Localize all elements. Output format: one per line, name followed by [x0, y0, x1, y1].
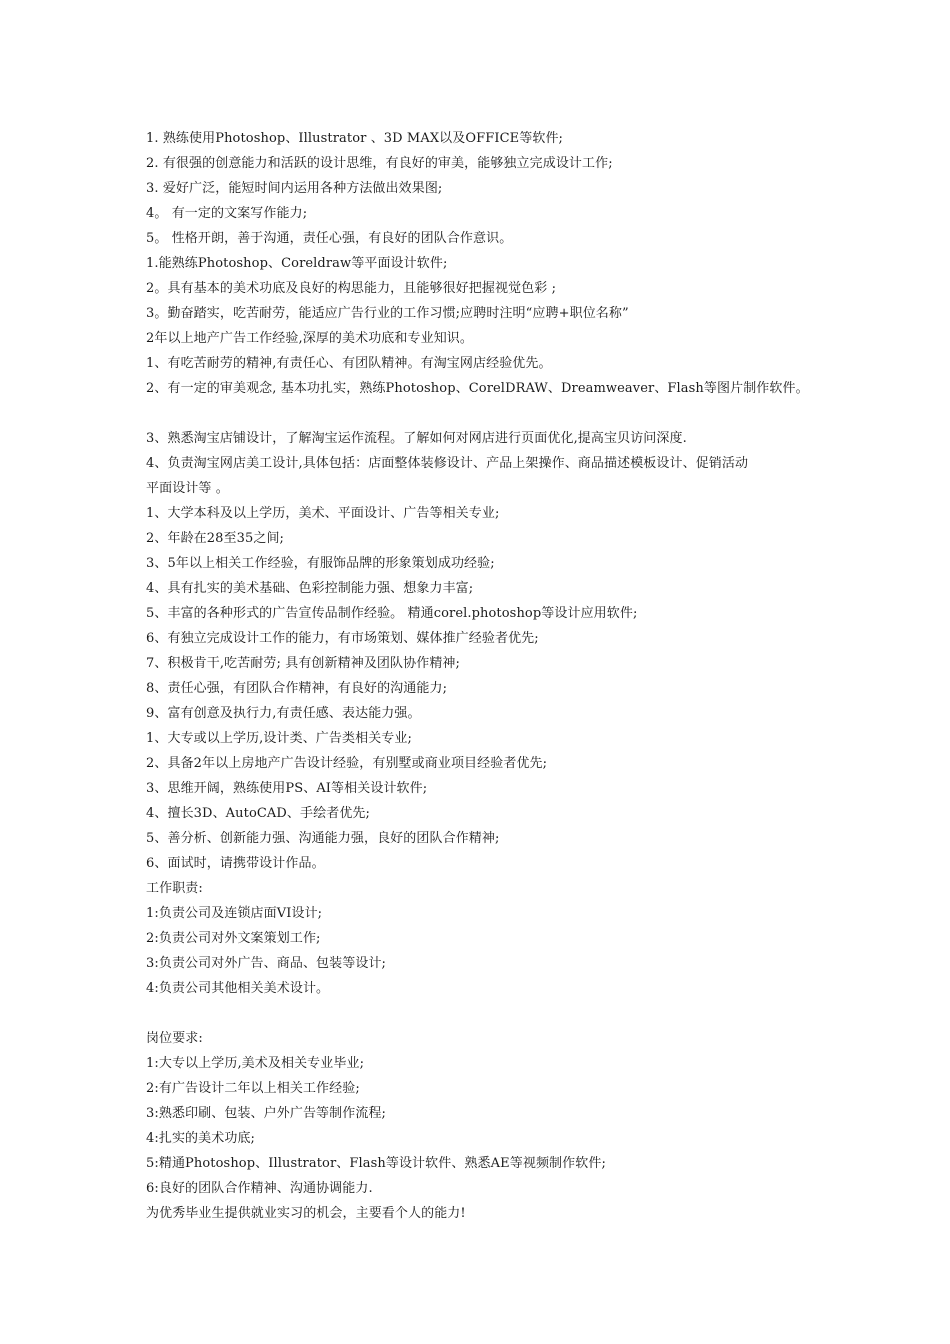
text-line: 3、5年以上相关工作经验，有服饰品牌的形象策划成功经验;	[146, 556, 495, 571]
text-line: 7、积极肯干,吃苦耐劳; 具有创新精神及团队协作精神;	[146, 656, 460, 671]
text-line: 4。 有一定的文案写作能力;	[146, 206, 308, 221]
text-line: 2、年龄在28至35之间;	[146, 531, 285, 546]
text-line: 1.能熟练Photoshop、Coreldraw等平面设计软件;	[146, 256, 448, 271]
text-line: 3、熟悉淘宝店铺设计，了解淘宝运作流程。了解如何对网店进行页面优化,提高宝贝访问深度.	[146, 431, 687, 446]
text-line: 2、有一定的审美观念, 基本功扎实，熟练Photoshop、CorelDRAW、Dreamweaver、Flash等图片制作软件。	[146, 381, 809, 396]
text-line: 5、丰富的各种形式的广告宣传品制作经验。 精通corel.photoshop等设计应用软件;	[146, 606, 638, 621]
text-line: 5。 性格开朗，善于沟通，责任心强，有良好的团队合作意识。	[146, 231, 513, 246]
text-line: 1. 熟练使用Photoshop、Illustrator 、3D MAX以及OFFICE等软件;	[146, 131, 564, 146]
text-line: 4、具有扎实的美术基础、色彩控制能力强、想象力丰富;	[146, 581, 474, 596]
text-line: 2、具备2年以上房地产广告设计经验，有别墅或商业项目经验者优先;	[146, 756, 548, 771]
text-line: 3. 爱好广泛，能短时间内运用各种方法做出效果图;	[146, 181, 443, 196]
text-line: 3。勤奋踏实，吃苦耐劳，能适应广告行业的工作习惯;应聘时注明“应聘+职位名称”	[146, 306, 629, 321]
text-line: 5:精通Photoshop、Illustrator、Flash等设计软件、熟悉AE等视频制作软件;	[146, 1156, 606, 1171]
text-line: 1、大专或以上学历,设计类、广告类相关专业;	[146, 731, 412, 746]
text-line: 2。具有基本的美术功底及良好的构思能力，且能够很好把握视觉色彩 ;	[146, 281, 557, 296]
text-line: 1、大学本科及以上学历，美术、平面设计、广告等相关专业;	[146, 506, 500, 521]
text-line: 3:负责公司对外广告、商品、包装等设计;	[146, 956, 387, 971]
text-line: 5、善分析、创新能力强、沟通能力强，良好的团队合作精神;	[146, 831, 500, 846]
text-line: 2年以上地产广告工作经验,深厚的美术功底和专业知识。	[146, 331, 474, 346]
section-heading-duties: 工作职责:	[146, 881, 203, 896]
text-line: 4:负责公司其他相关美术设计。	[146, 981, 330, 996]
text-line: 1:大专以上学历,美术及相关专业毕业;	[146, 1056, 365, 1071]
section-heading-requirements: 岗位要求:	[146, 1031, 203, 1046]
text-line: 6、面试时，请携带设计作品。	[146, 856, 325, 871]
text-line: 3、思维开阔，熟练使用PS、AI等相关设计软件;	[146, 781, 428, 796]
text-line: 2. 有很强的创意能力和活跃的设计思维，有良好的审美，能够独立完成设计工作;	[146, 156, 613, 171]
text-line: 9、富有创意及执行力,有责任感、表达能力强。	[146, 706, 421, 721]
text-line: 3:熟悉印刷、包装、户外广告等制作流程;	[146, 1106, 387, 1121]
text-line: 1:负责公司及连锁店面VI设计;	[146, 906, 323, 921]
text-line: 2:有广告设计二年以上相关工作经验;	[146, 1081, 360, 1096]
blank-line	[146, 1001, 836, 1026]
text-line: 8、责任心强，有团队合作精神，有良好的沟通能力;	[146, 681, 448, 696]
text-line: 1、有吃苦耐劳的精神,有责任心、有团队精神。有淘宝网店经验优先。	[146, 356, 552, 371]
text-line: 4、擅长3D、AutoCAD、手绘者优先;	[146, 806, 371, 821]
text-line: 平面设计等 。	[146, 481, 229, 496]
text-line: 6:良好的团队合作精神、沟通协调能力.	[146, 1181, 373, 1196]
text-line: 为优秀毕业生提供就业实习的机会，主要看个人的能力!	[146, 1206, 466, 1221]
document-body	[146, 126, 836, 1226]
text-line: 4、负责淘宝网店美工设计,具体包括：店面整体装修设计、产品上架操作、商品描述模板设计、促销活动	[146, 456, 749, 471]
blank-line	[146, 401, 836, 426]
text-line: 2:负责公司对外文案策划工作;	[146, 931, 321, 946]
text-line: 6、有独立完成设计工作的能力，有市场策划、媒体推广经验者优先;	[146, 631, 539, 646]
text-line: 4:扎实的美术功底;	[146, 1131, 256, 1146]
